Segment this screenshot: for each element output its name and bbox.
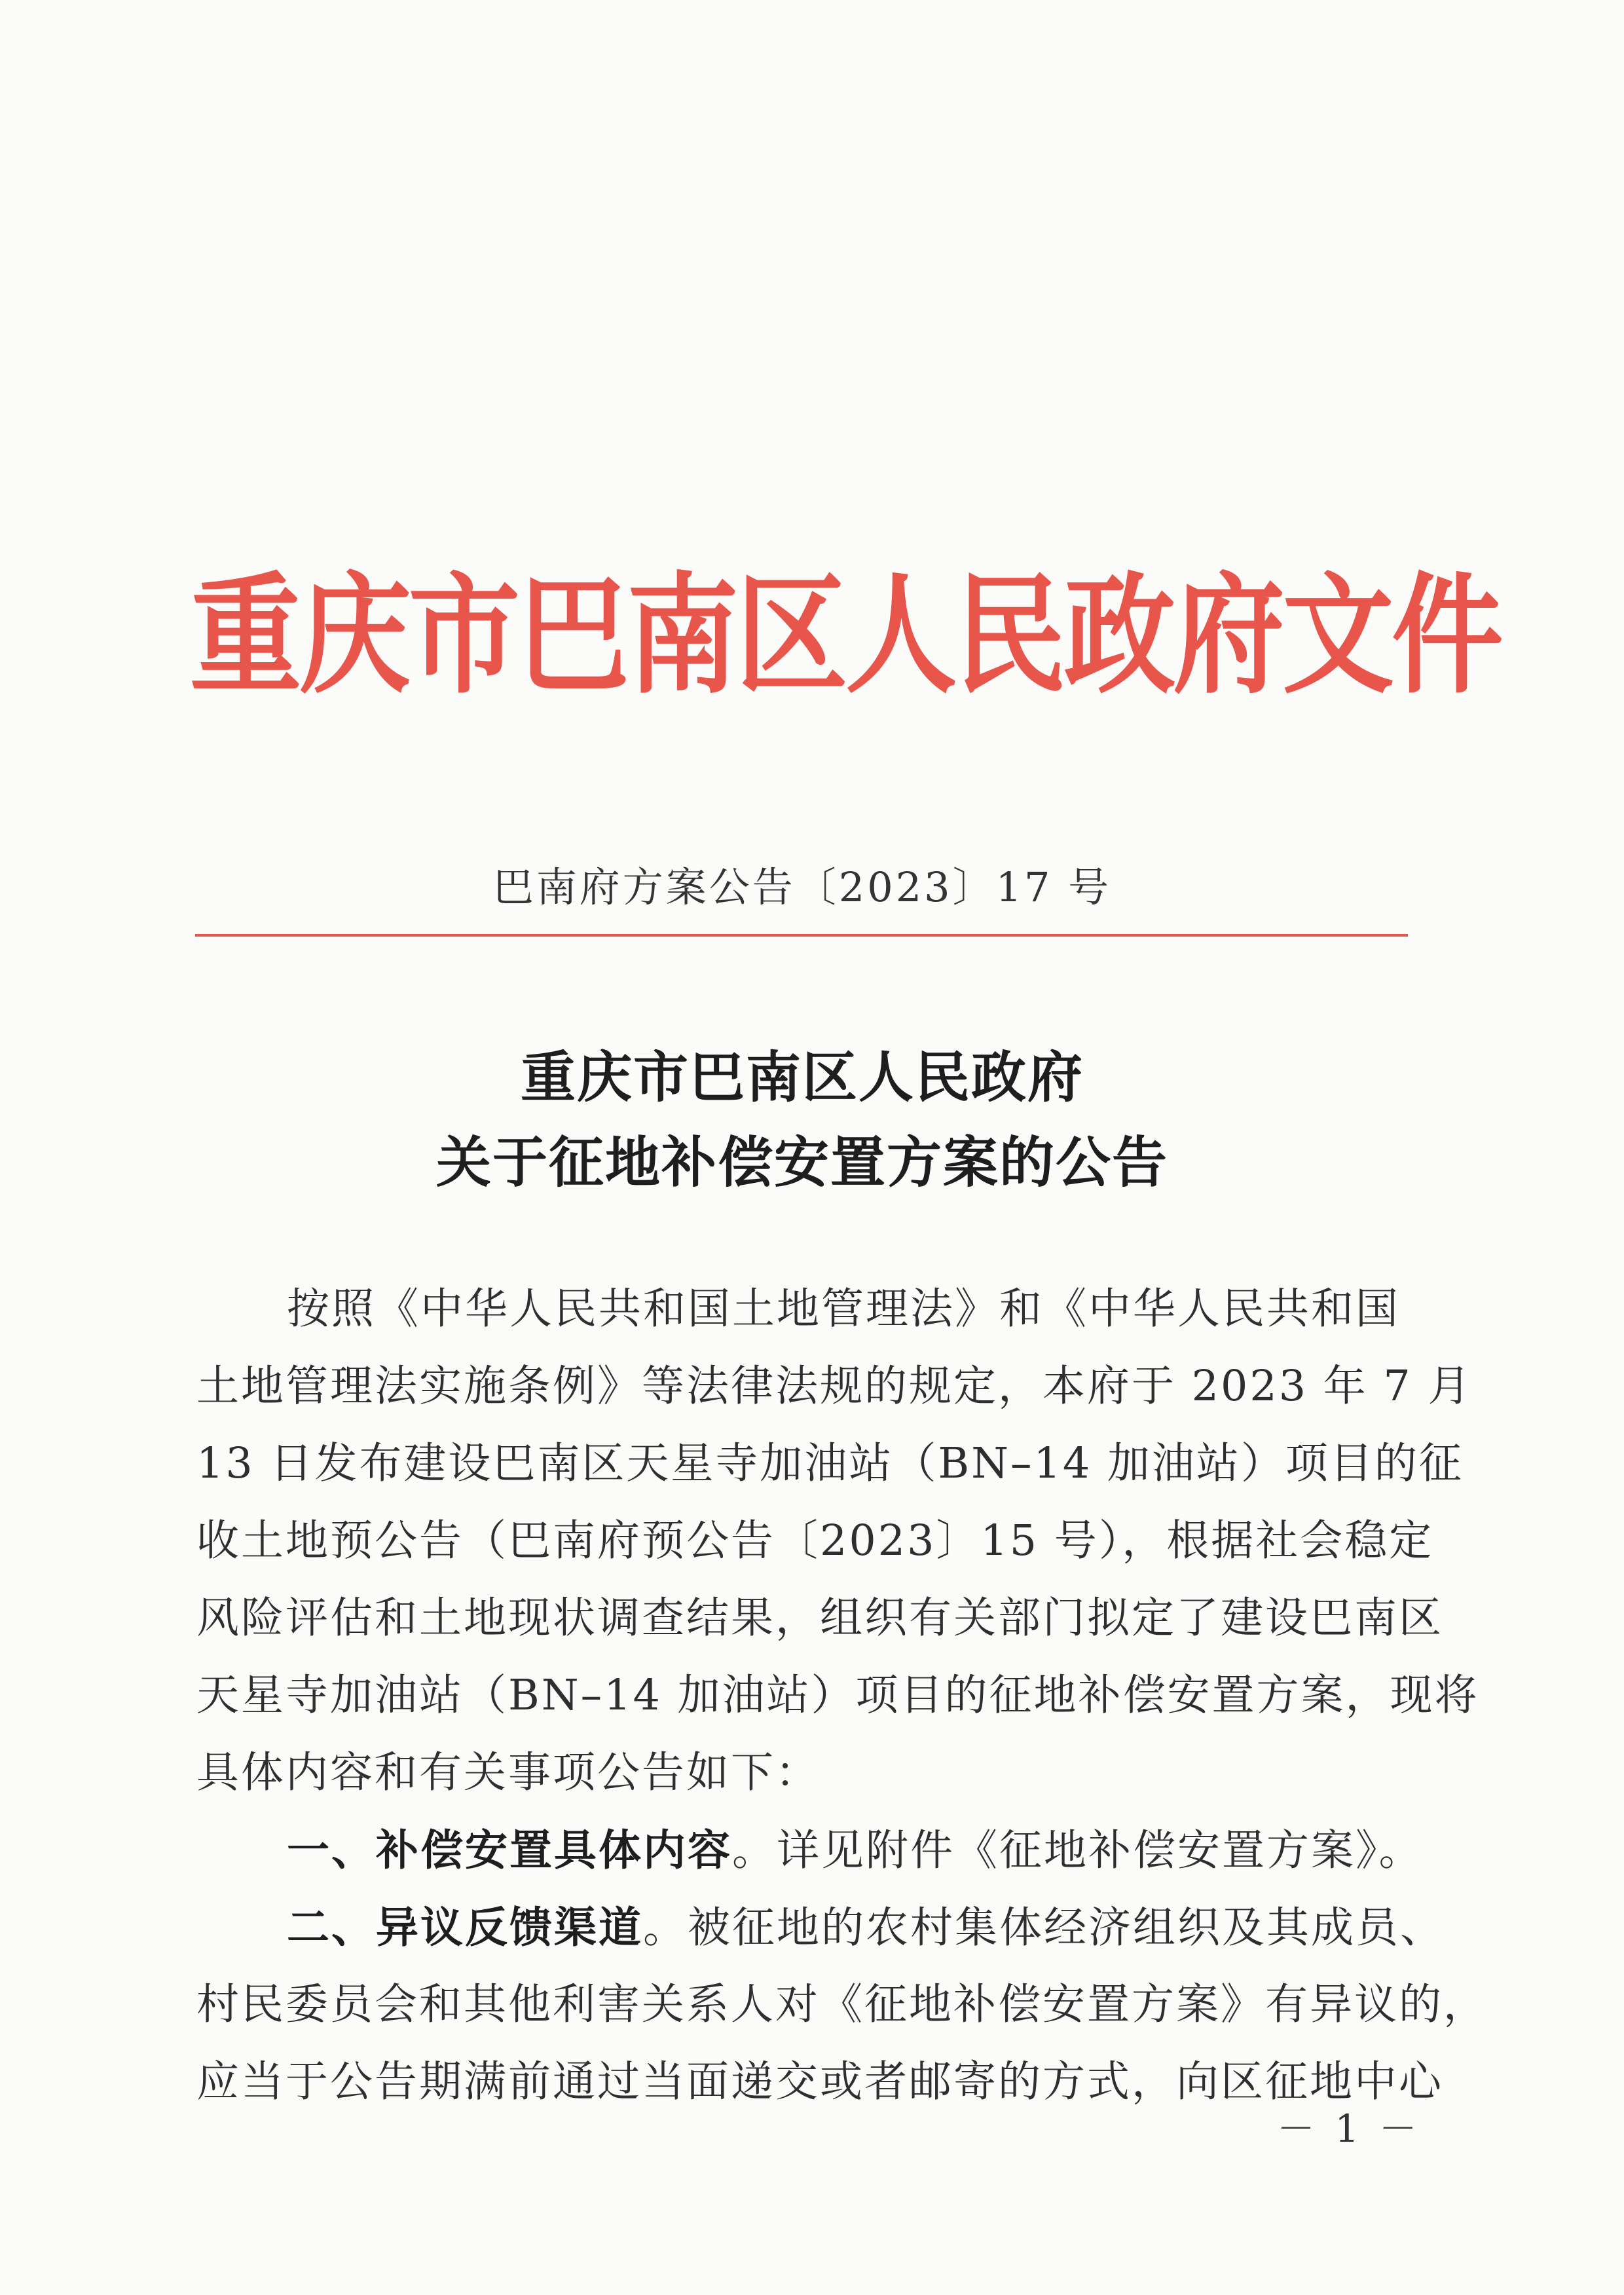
- section-2-heading: 二、异议反馈渠道: [287, 1903, 644, 1952]
- section-1-text: 。详见附件《征地补偿安置方案》。: [732, 1826, 1424, 1875]
- section-2-text: 。被征地的农村集体经济组织及其成员、: [643, 1903, 1445, 1952]
- announcement-title: [196, 1035, 1408, 1205]
- body-line: 风险评估和土地现状调查结果，组织有关部门拟定了建设巴南区: [196, 1594, 1444, 1643]
- body-line: 收土地预公告（巴南府预公告〔2023〕15 号），根据社会稳定: [196, 1516, 1434, 1565]
- body-line: 13 日发布建设巴南区天星寺加油站（BN–14 加油站）项目的征: [196, 1439, 1464, 1488]
- document-number: 巴南府方案公告〔2023〕17 号: [492, 863, 1112, 911]
- body-line: 天星寺加油站（BN–14 加油站）项目的征地补偿安置方案，现将: [196, 1671, 1479, 1720]
- masthead-title: 重庆市巴南区人民政府文件: [190, 559, 1502, 711]
- body-line: 按照《中华人民共和国土地管理法》和《中华人民共和国: [287, 1284, 1401, 1334]
- title-line-1: 重庆市巴南区人民政府: [520, 1045, 1084, 1110]
- page-number: － 1 －: [1277, 2106, 1421, 2151]
- section-1: [196, 1812, 1424, 1889]
- body-line: 应当于公告期满前通过当面递交或者邮寄的方式，向区征地中心: [196, 2057, 1444, 2106]
- body-line: 土地管理法实施条例》等法律法规的规定，本府于 2023 年 7 月: [196, 1362, 1473, 1411]
- body-line: 村民委员会和其他利害关系人对《征地补偿安置方案》有异议的，: [196, 1980, 1488, 2029]
- body-line: 具体内容和有关事项公告如下：: [196, 1748, 821, 1797]
- title-line-2: 关于征地补偿安置方案的公告: [435, 1130, 1168, 1195]
- section-2: [196, 1889, 1445, 1966]
- section-1-heading: 一、补偿安置具体内容: [287, 1825, 733, 1875]
- announcement-body: [196, 1271, 1488, 2121]
- red-divider-line: [195, 934, 1408, 937]
